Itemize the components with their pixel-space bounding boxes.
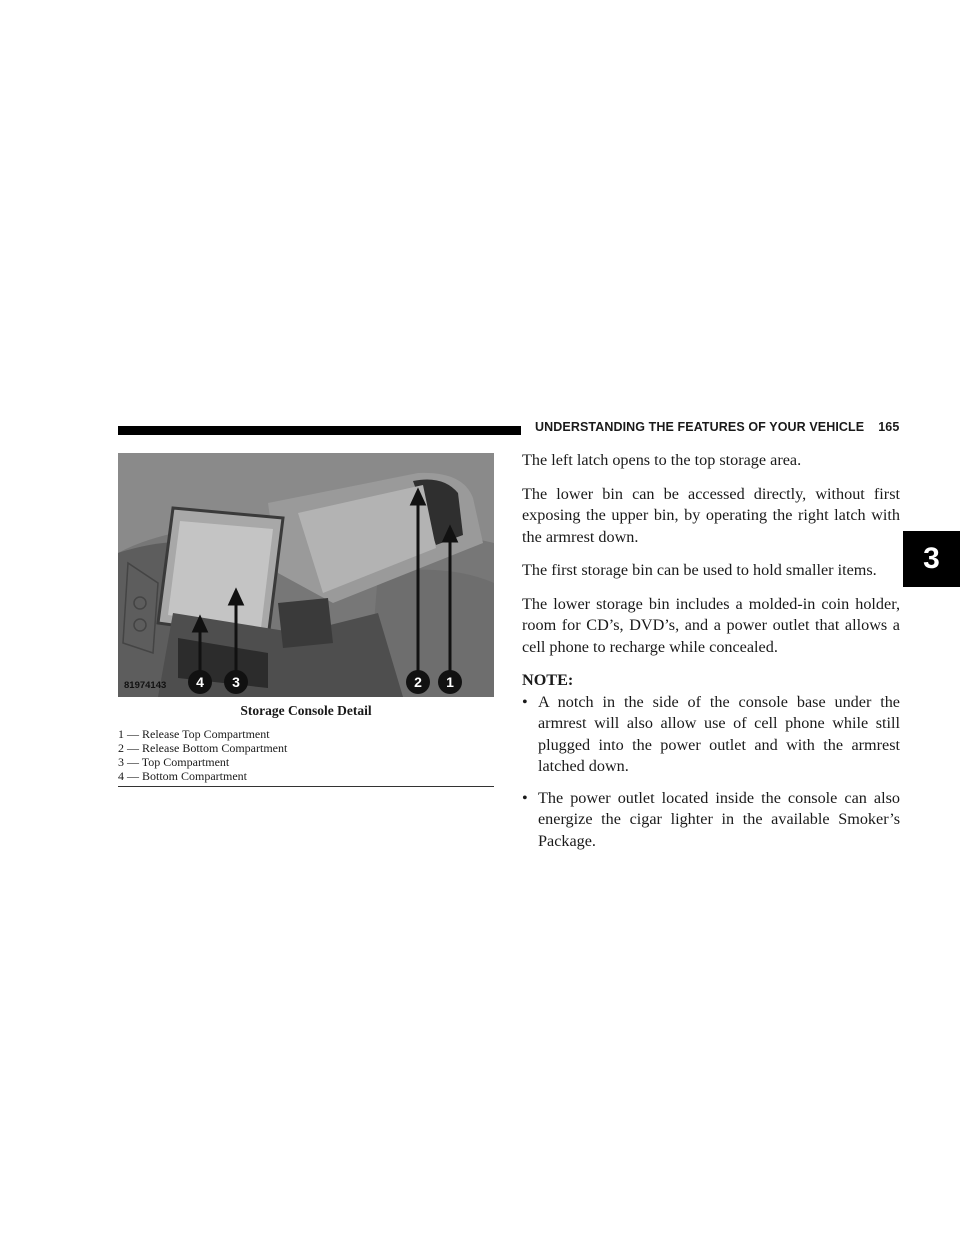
note-heading: NOTE: xyxy=(522,671,574,689)
bullet-item xyxy=(522,788,900,853)
legend-item: 1 — Release Top Compartment xyxy=(118,727,270,741)
body-text xyxy=(522,450,900,862)
caption-rule xyxy=(118,786,494,787)
paragraph: The lower bin can be accessed directly, without first exposing the upper bin, by operating the right latch with the armrest down. xyxy=(522,484,900,546)
header-rule xyxy=(118,426,521,435)
callout-3: 3 xyxy=(224,670,248,694)
paragraph: The left latch opens to the top storage area. xyxy=(522,451,802,469)
callout-4: 4 xyxy=(188,670,212,694)
paragraph: The first storage bin can be used to hold smaller items. xyxy=(522,561,877,579)
bullet-marker: • xyxy=(522,788,528,807)
bullet-text: A notch in the side of the console base under the armrest will also allow use of cell phone while still plugged into the power outlet and with the armrest latched down. xyxy=(538,692,900,775)
bullet-marker: • xyxy=(522,692,528,711)
storage-console-photo xyxy=(118,453,494,697)
legend-item: 4 — Bottom Compartment xyxy=(118,769,247,783)
bullet-text: The power outlet located inside the console can also energize the cigar lighter in the available Smoker’s Package. xyxy=(538,788,900,850)
callout-1: 1 xyxy=(438,670,462,694)
section-title: UNDERSTANDING THE FEATURES OF YOUR VEHICLE xyxy=(535,420,865,434)
callout-2: 2 xyxy=(406,670,430,694)
callout-leaders xyxy=(118,453,494,697)
figure-legend xyxy=(118,727,287,783)
legend-item: 2 — Release Bottom Compartment xyxy=(118,741,288,755)
bullet-item xyxy=(522,692,900,778)
figure-caption: Storage Console Detail xyxy=(240,703,372,718)
legend-item: 3 — Top Compartment xyxy=(118,755,230,769)
figure-id: 81974143 xyxy=(124,680,167,691)
paragraph: The lower storage bin includes a molded-in coin holder, room for CD’s, DVD’s, and a power outlet that allows a cell phone to recharge while concealed. xyxy=(522,594,900,656)
chapter-tab: 3 xyxy=(903,531,960,587)
running-header xyxy=(535,420,899,434)
page-number: 165 xyxy=(878,420,900,434)
